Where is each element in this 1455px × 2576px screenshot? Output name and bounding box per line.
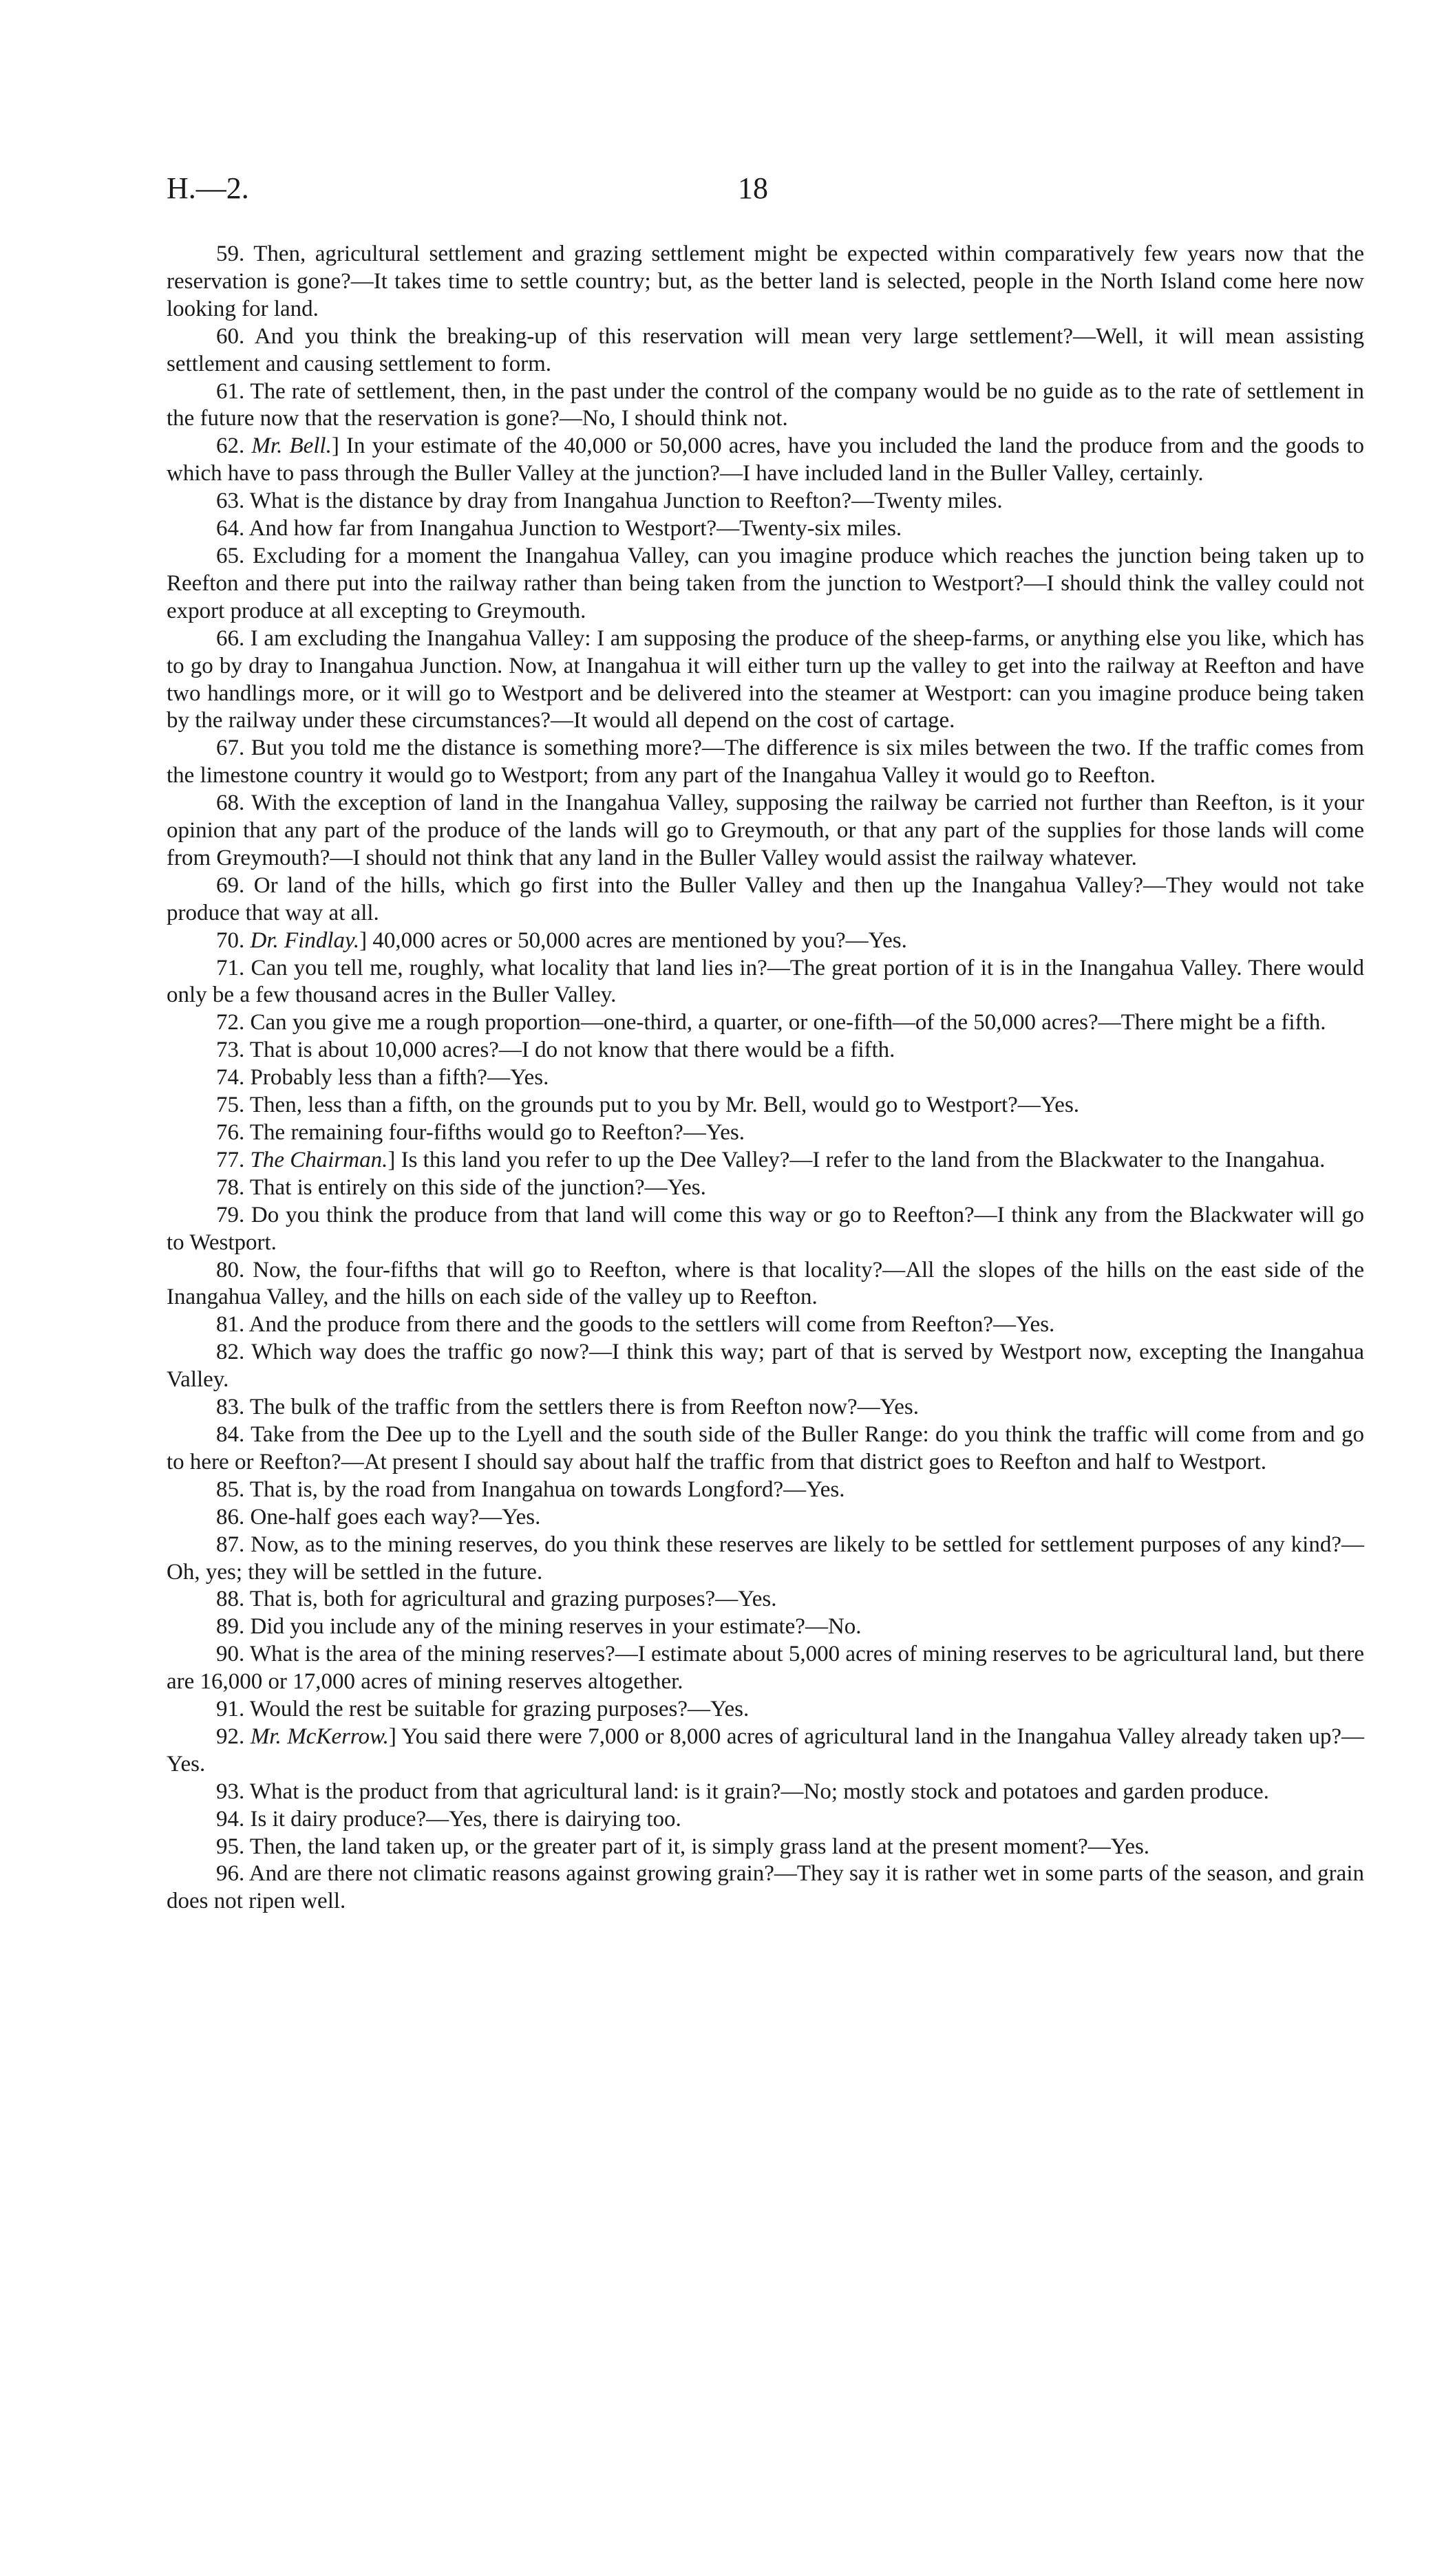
document-reference: H.—2. [167, 171, 249, 205]
question-paragraph [167, 1834, 1364, 1861]
question-paragraph [167, 323, 1364, 378]
question-paragraph [167, 1037, 1364, 1064]
question-paragraph [167, 1311, 1364, 1339]
paragraph-text: ] Is this land you refer to up the Dee Valley?—I refer to the land from the Blackwater to the Inangahua. [387, 1147, 1326, 1172]
question-paragraph [167, 1064, 1364, 1092]
question-paragraph [167, 378, 1364, 433]
paragraph-text: 69. Or land of the hills, which go first into the Buller Valley and then up the Inangahua Valley?—They would not take produce that way at all. [167, 872, 1364, 925]
question-paragraph [167, 1257, 1364, 1312]
question-paragraph [167, 1779, 1364, 1806]
question-paragraph [167, 1147, 1364, 1174]
question-paragraph [167, 927, 1364, 955]
question-paragraph [167, 1339, 1364, 1394]
question-paragraph [167, 1009, 1364, 1037]
question-paragraph [167, 1421, 1364, 1477]
question-paragraph [167, 1394, 1364, 1421]
paragraph-text: 62. [216, 433, 252, 459]
question-paragraph [167, 1477, 1364, 1504]
paragraph-text: 95. Then, the land taken up, or the greater part of it, is simply grass land at the present moment?—Yes. [216, 1834, 1150, 1859]
paragraph-text: 91. Would the rest be suitable for grazing purposes?—Yes. [216, 1697, 750, 1722]
page-header [167, 171, 1364, 212]
paragraph-text: 82. Which way does the traffic go now?—I think this way; part of that is served by Westport now, excepting the Inangahua Valley. [167, 1340, 1364, 1393]
paragraph-text: ] 40,000 acres or 50,000 acres are mentioned by you?—Yes. [359, 927, 907, 953]
speaker-name: Mr. McKerrow. [250, 1724, 389, 1749]
paragraph-text: 67. But you told me the distance is something more?—The difference is six miles between the two. If the traffic comes from the limestone country it would go to Westport; from any part of the Inangahua Valley it would go to Reefton. [167, 736, 1364, 788]
paragraph-text: 74. Probably less than a fifth?—Yes. [216, 1065, 549, 1091]
paragraph-text: 83. The bulk of the traffic from the settlers there is from Reefton now?—Yes. [216, 1395, 919, 1420]
paragraph-text: 94. Is it dairy produce?—Yes, there is dairying too. [216, 1806, 681, 1832]
speaker-name: Mr. Bell. [251, 433, 332, 459]
speaker-name: Dr. Findlay. [250, 927, 360, 953]
paragraph-text: 81. And the produce from there and the goods to the settlers will come from Reefton?—Yes. [216, 1312, 1055, 1338]
paragraph-text: 68. With the exception of land in the Inangahua Valley, supposing the railway be carried not further than Reefton, is it your opinion that any part of the produce of the lands will go to Greymouth, or that any part of the supplies for those lands will come from Greymouth?—I should not think that any land in the Buller Valley would assist the railway whatever. [167, 791, 1364, 870]
paragraph-text: 80. Now, the four-fifths that will go to Reefton, where is that locality?—All the slopes of the hills on the east side of the Inangahua Valley, and the hills on each side of the valley up to Reefton. [167, 1257, 1364, 1310]
paragraph-text: ] You said there were 7,000 or 8,000 acres of agricultural land in the Inangahua Valley already taken up?—Yes. [167, 1724, 1364, 1777]
paragraph-text: 70. [216, 927, 251, 953]
question-paragraph [167, 543, 1364, 625]
paragraph-text: 73. That is about 10,000 acres?—I do not know that there would be a fifth. [216, 1038, 895, 1063]
paragraph-text: 84. Take from the Dee up to the Lyell and the south side of the Buller Range: do you think the traffic will come from and go to here or Reefton?—At present I should say about half the traffic from that district goes to Reefton and half to Westport. [167, 1421, 1364, 1474]
paragraph-text: 85. That is, by the road from Inangahua on towards Longford?—Yes. [216, 1477, 845, 1502]
paragraph-text: 63. What is the distance by dray from Inangahua Junction to Reefton?—Twenty miles. [216, 489, 1003, 514]
question-paragraph [167, 1806, 1364, 1834]
paragraph-text: 76. The remaining four-fifths would go to Reefton?—Yes. [216, 1120, 745, 1145]
paragraph-text: 65. Excluding for a moment the Inangahua Valley, can you imagine produce which reaches the junction being taken up to Reefton and there put into the railway rather than being taken from the junction to Westport?—I should think the valley could not export produce at all excepting to Greymouth. [167, 543, 1364, 623]
question-paragraph [167, 1860, 1364, 1915]
paragraph-text: 77. [216, 1147, 251, 1172]
paragraph-text: 72. Can you give me a rough proportion—one-third, a quarter, or one-fifth—of the 50,000 acres?—There might be a fifth. [216, 1010, 1326, 1035]
paragraph-text: 66. I am excluding the Inangahua Valley: I am supposing the produce of the sheep-farms, or anything else you like, which has to go by dray to Inangahua Junction. Now, at Inangahua it will either turn up the valley to get into the railway at Reefton and have two handlings more, or it will go to Westport and be delivered into the steamer at Westport: can you imagine produce being taken by the railway under these circumstances?—It would all depend on the cost of cartage. [167, 625, 1364, 733]
question-paragraph [167, 735, 1364, 790]
question-paragraph [167, 1641, 1364, 1696]
paragraph-text: ] In your estimate of the 40,000 or 50,000 acres, have you included the land the produce from and the goods to which have to pass through the Buller Valley at the junction?—I have included land in the Buller Valley, certainly. [167, 433, 1365, 486]
question-paragraph [167, 955, 1364, 1010]
question-paragraph [167, 1532, 1364, 1587]
paragraph-text: 59. Then, agricultural settlement and grazing settlement might be expected within comparatively few years now that the reservation is gone?—It takes time to settle country; but, as the better land is selected, people in the North Island come here now looking for land. [167, 242, 1364, 321]
question-paragraph [167, 1119, 1364, 1147]
question-paragraph [167, 1174, 1364, 1202]
question-paragraph [167, 1202, 1364, 1257]
question-paragraph [167, 1586, 1364, 1613]
paragraph-text: 90. What is the area of the mining reserves?—I estimate about 5,000 acres of mining reserves to be agricultural land, but there are 16,000 or 17,000 acres of mining reserves altogether. [167, 1642, 1364, 1695]
speaker-name: The Chairman. [250, 1147, 388, 1172]
question-paragraph [167, 515, 1364, 543]
paragraph-text: 88. That is, both for agricultural and grazing purposes?—Yes. [216, 1587, 777, 1612]
paragraph-text: 87. Now, as to the mining reserves, do you think these reserves are likely to be settled for settlement purposes of any kind?—Oh, yes; they will be settled in the future. [167, 1532, 1364, 1585]
question-paragraph [167, 1613, 1364, 1641]
question-paragraph [167, 1696, 1364, 1724]
question-paragraph [167, 433, 1364, 488]
paragraph-text: 79. Do you think the produce from that land will come this way or go to Reefton?—I think any from the Blackwater will go to Westport. [167, 1202, 1364, 1255]
paragraph-text: 78. That is entirely on this side of the junction?—Yes. [216, 1174, 706, 1200]
page-number: 18 [738, 171, 768, 205]
paragraph-text: 60. And you think the breaking-up of this reservation will mean very large settlement?—Well, it will mean assisting settlement and causing settlement to form. [167, 323, 1364, 376]
paragraph-text: 93. What is the product from that agricultural land: is it grain?—No; mostly stock and potatoes and garden produce. [216, 1779, 1269, 1804]
paragraph-text: 71. Can you tell me, roughly, what locality that land lies in?—The great portion of it is in the Inangahua Valley. There would only be a few thousand acres in the Buller Valley. [167, 955, 1364, 1008]
question-paragraph [167, 625, 1364, 736]
paragraph-text: 92. [216, 1724, 251, 1749]
evidence-text [167, 241, 1364, 1915]
question-paragraph [167, 1092, 1364, 1119]
question-paragraph [167, 1724, 1364, 1779]
question-paragraph [167, 241, 1364, 323]
paragraph-text: 75. Then, less than a fifth, on the grounds put to you by Mr. Bell, would go to Westport?—Yes. [216, 1093, 1080, 1118]
paragraph-text: 89. Did you include any of the mining reserves in your estimate?—No. [216, 1614, 862, 1640]
question-paragraph [167, 872, 1364, 927]
paragraph-text: 86. One-half goes each way?—Yes. [216, 1504, 541, 1530]
question-paragraph [167, 488, 1364, 515]
paragraph-text: 64. And how far from Inangahua Junction to Westport?—Twenty-six miles. [216, 516, 902, 541]
paragraph-text: 61. The rate of settlement, then, in the past under the control of the company would be no guide as to the rate of settlement in the future now that the reservation is gone?—No, I should think not. [167, 378, 1364, 431]
question-paragraph [167, 790, 1364, 872]
paragraph-text: 96. And are there not climatic reasons against growing grain?—They say it is rather wet in some parts of the season, and grain does not ripen well. [167, 1861, 1364, 1914]
question-paragraph [167, 1504, 1364, 1532]
